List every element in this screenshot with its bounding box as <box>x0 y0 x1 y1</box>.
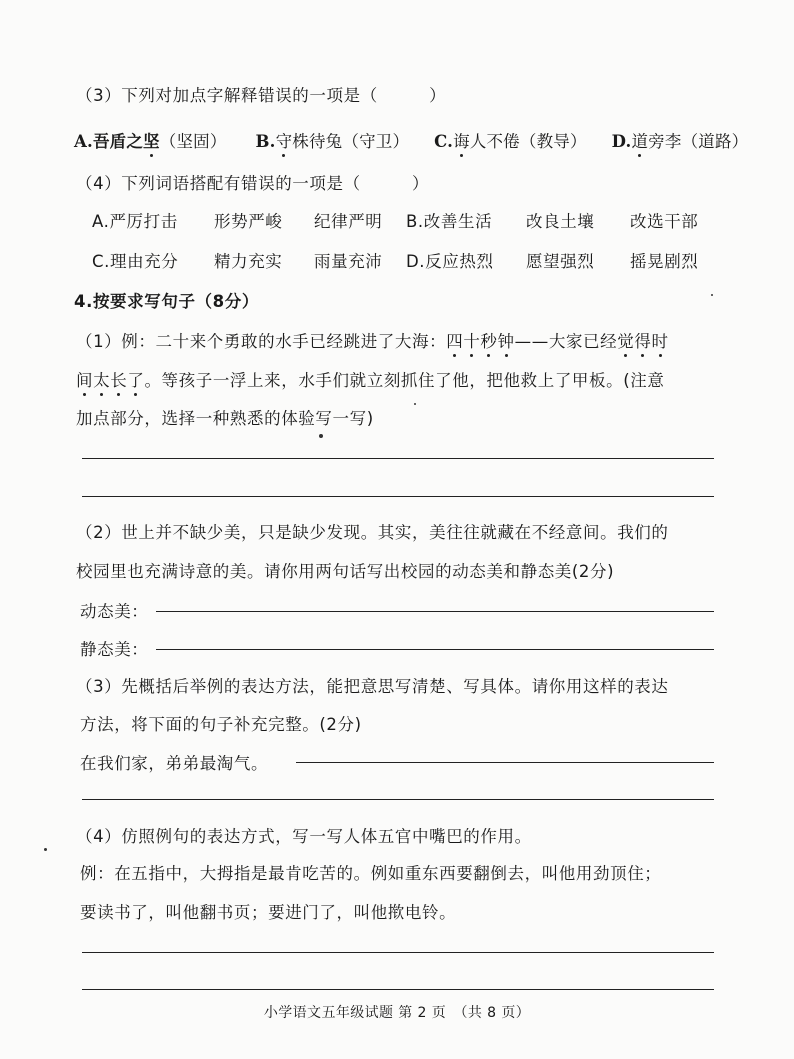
static-beauty-label: 静态美： <box>80 640 149 659</box>
q3-d-label: D. <box>611 132 632 151</box>
q4-word: B.改善生活 <box>406 212 493 231</box>
q4-stem: （4）下列词语搭配有错误的一项是（ ） <box>76 174 430 193</box>
dotted-char: 长 <box>110 367 127 391</box>
s1-line-1 <box>76 328 669 352</box>
q4-word: 改选干部 <box>630 212 699 231</box>
s4-line-2: 例：在五指中，大拇指是最肯吃苦的。例如重东西要翻倒去，叫他用劲顶住； <box>80 864 662 883</box>
s4-line-1: （4）仿照例句的表达方式，写一写人体五官中嘴巴的作用。 <box>76 827 532 846</box>
q3-a-dotted-char: 坚 <box>143 128 160 152</box>
s3-line-2: 方法，将下面的句子补充完整。(2分) <box>80 715 362 734</box>
q4-word: 摇晃剧烈 <box>630 252 699 271</box>
dotted-char: 秒 <box>480 328 497 352</box>
s3-line-3: 在我们家，弟弟最淘气。 <box>80 754 269 773</box>
dotted-char: 四 <box>446 328 463 352</box>
s1-line-3: 加点部分，选择一种熟悉的体验写一写) <box>76 409 374 428</box>
q4-word: 改良土壤 <box>526 212 595 231</box>
q4-word: 形势严峻 <box>214 212 283 231</box>
s1-line-2 <box>76 367 664 391</box>
q3-option-a <box>74 132 227 151</box>
static-beauty-answer-line[interactable] <box>156 649 714 650</box>
dotted-char: 间 <box>76 367 93 391</box>
s1-intro: （1）例：二十来个勇敢的水手已经跳进了大海： <box>76 332 447 351</box>
dynamic-beauty-answer-line[interactable] <box>156 611 714 612</box>
q4-word: 愿望强烈 <box>526 252 595 271</box>
answer-line[interactable] <box>82 799 714 800</box>
section-4-title: 4.按要求写句子（8分） <box>74 292 259 311</box>
s2-line-2: 校园里也充满诗意的美。请你用两句话写出校园的动态美和静态美(2分) <box>76 562 615 581</box>
q3-b-dotted-char: 守 <box>276 128 293 152</box>
s3-answer-line[interactable] <box>296 762 714 763</box>
q3-options <box>74 128 748 152</box>
q4-word: 纪律严明 <box>314 212 383 231</box>
q3-d-text: 旁李（道路） <box>648 132 749 151</box>
q3-c-label: C. <box>434 132 454 151</box>
q3-option-d <box>612 132 749 151</box>
q4-word: 雨量充沛 <box>314 252 383 271</box>
q3-option-b <box>255 132 409 151</box>
s1-mid: ——大家已经 <box>514 332 618 351</box>
answer-line[interactable] <box>82 952 714 953</box>
s3-line-1: （3）先概括后举例的表达方法，能把意思写清楚、写具体。请你用这样的表达 <box>76 677 669 696</box>
s4-line-3: 要读书了，叫他翻书页；要进门了，叫他揿电铃。 <box>80 903 457 922</box>
dotted-char: 十 <box>463 328 480 352</box>
page-footer: 小学语文五年级试题 第 2 页 （共 8 页） <box>263 1005 531 1021</box>
dynamic-beauty-label: 动态美： <box>80 602 149 621</box>
s1-continuation: 。等孩子一浮上来，水手们就立刻抓住了他，把他救上了甲板。(注意 <box>144 371 665 390</box>
dotted-char: 觉 <box>617 328 634 352</box>
q3-option-c <box>434 132 587 151</box>
scan-speck <box>414 403 416 405</box>
q3-a-gloss: （坚固） <box>159 132 227 151</box>
scan-speck <box>319 434 323 438</box>
q3-stem: （3）下列对加点字解释错误的一项是（ ） <box>76 86 447 105</box>
q4-word: 精力充实 <box>214 252 283 271</box>
q3-d-dotted-char: 道 <box>631 128 648 152</box>
dotted-char: 时 <box>651 328 668 352</box>
scan-speck <box>711 294 713 296</box>
q3-c-dotted-char: 诲 <box>453 128 470 152</box>
q3-a-text: A.吾盾之 <box>74 132 144 151</box>
dotted-char: 钟 <box>498 328 515 352</box>
q4-word: C.理由充分 <box>92 252 179 271</box>
q4-word: A.严厉打击 <box>92 212 178 231</box>
answer-line[interactable] <box>82 458 714 459</box>
q3-b-label: B. <box>255 132 276 151</box>
q4-word: D.反应热烈 <box>406 252 494 271</box>
s2-line-1: （2）世上并不缺少美，只是缺少发现。其实，美往往就藏在不经意间。我们的 <box>76 523 669 542</box>
dotted-char: 太 <box>93 367 110 391</box>
q3-c-text: 人不倦（教导） <box>469 132 587 151</box>
q3-b-text: 株待兔（守卫） <box>292 132 410 151</box>
dotted-char: 了 <box>127 367 144 391</box>
scan-speck <box>44 848 47 851</box>
dotted-char: 得 <box>634 328 651 352</box>
answer-line[interactable] <box>82 989 714 990</box>
answer-line[interactable] <box>82 496 714 497</box>
